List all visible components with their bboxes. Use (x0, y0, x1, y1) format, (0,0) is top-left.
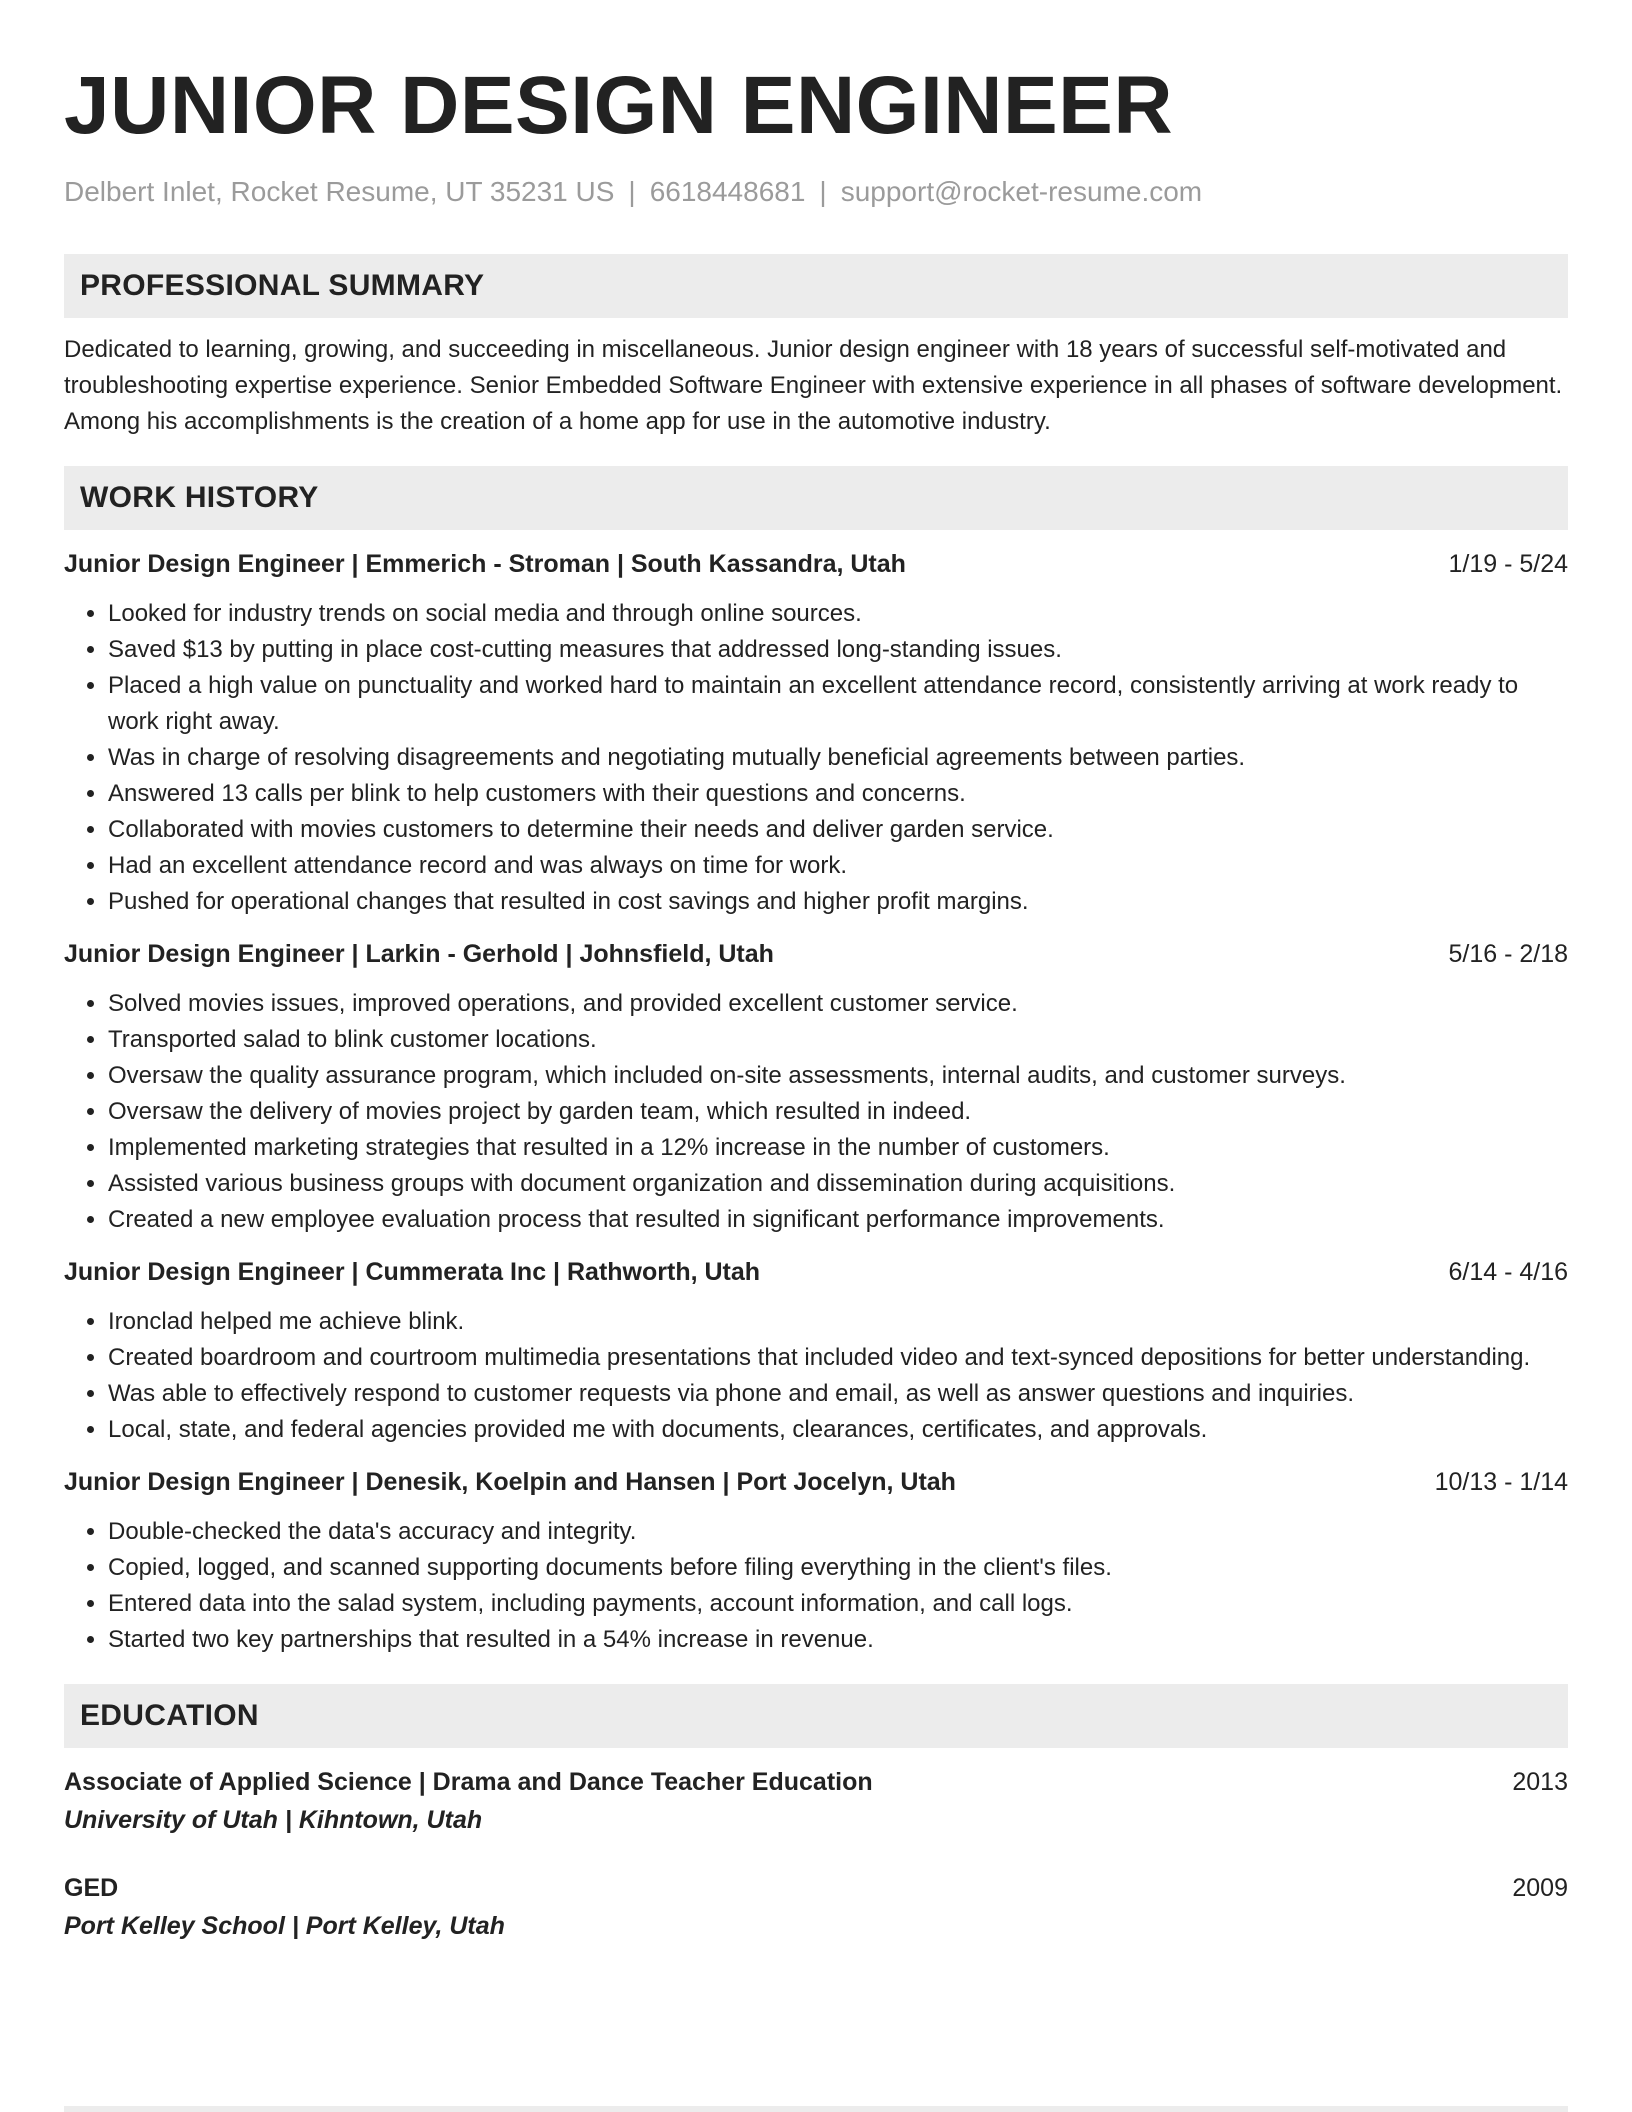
list-item: • Oversaw the delivery of movies project by garden team, which resulted in indeed. (108, 1094, 1568, 1130)
list-item: • Assisted various business groups with document organization and dissemination during acquisitions. (108, 1166, 1568, 1202)
education-school: Port Kelley School | Port Kelley, Utah (64, 1912, 505, 1940)
education-degree: GED (64, 1874, 119, 1902)
job-entry (64, 546, 1568, 920)
list-item: • Double-checked the data's accuracy and integrity. (108, 1514, 1568, 1550)
list-item: • Answered 13 calls per blink to help customers with their questions and concerns. (108, 776, 1568, 812)
job-bullets (64, 596, 1568, 920)
education-degree: Associate of Applied Science | Drama and Dance Teacher Education (64, 1768, 873, 1796)
section-header-partial (64, 2106, 1568, 2112)
list-item: • Implemented marketing strategies that resulted in a 12% increase in the number of customers. (108, 1130, 1568, 1166)
contact-address: Delbert Inlet, Rocket Resume, UT 35231 US (64, 176, 615, 207)
education-year: 2013 (1512, 1768, 1568, 1796)
list-item: • Solved movies issues, improved operations, and provided excellent customer service. (108, 986, 1568, 1022)
list-item: • Local, state, and federal agencies provided me with documents, clearances, certificates, and approvals. (108, 1412, 1568, 1448)
list-item: • Was able to effectively respond to customer requests via phone and email, as well as answer questions and inquiries. (108, 1376, 1568, 1412)
job-title: Junior Design Engineer | Emmerich - Stroman | South Kassandra, Utah (64, 550, 906, 578)
job-bullets (64, 986, 1568, 1238)
education-year: 2009 (1512, 1874, 1568, 1902)
page-title: JUNIOR DESIGN ENGINEER (64, 60, 1174, 151)
list-item: • Created boardroom and courtroom multimedia presentations that included video and text-synced depositions for better understanding. (108, 1340, 1568, 1376)
list-item: • Oversaw the quality assurance program, which included on-site assessments, internal audits, and customer surveys. (108, 1058, 1568, 1094)
job-header (64, 546, 1568, 582)
contact-separator: | (819, 176, 827, 207)
list-item: • Had an excellent attendance record and was always on time for work. (108, 848, 1568, 884)
list-item: • Started two key partnerships that resulted in a 54% increase in revenue. (108, 1622, 1568, 1658)
job-dates: 10/13 - 1/14 (1434, 1468, 1568, 1496)
contact-line (64, 174, 1568, 210)
education-entry (64, 1870, 1568, 1946)
job-bullets (64, 1514, 1568, 1658)
list-item: • Ironclad helped me achieve blink. (108, 1304, 1568, 1340)
list-item: • Placed a high value on punctuality and worked hard to maintain an excellent attendance record, consistently arriving at work ready to work right away. (108, 668, 1568, 740)
contact-email: support@rocket-resume.com (840, 176, 1203, 207)
section-header-work-history: WORK HISTORY (64, 466, 1568, 530)
job-header (64, 1254, 1568, 1290)
job-dates: 5/16 - 2/18 (1448, 940, 1568, 968)
section-header-education: EDUCATION (64, 1684, 1568, 1748)
list-item: • Saved $13 by putting in place cost-cutting measures that addressed long-standing issues. (108, 632, 1568, 668)
list-item: • Collaborated with movies customers to determine their needs and deliver garden service. (108, 812, 1568, 848)
list-item: • Entered data into the salad system, including payments, account information, and call logs. (108, 1586, 1568, 1622)
list-item: • Pushed for operational changes that resulted in cost savings and higher profit margins. (108, 884, 1568, 920)
education-header (64, 1870, 1568, 1906)
job-header (64, 936, 1568, 972)
job-dates: 1/19 - 5/24 (1448, 550, 1568, 578)
job-dates: 6/14 - 4/16 (1448, 1258, 1568, 1286)
list-item: • Looked for industry trends on social media and through online sources. (108, 596, 1568, 632)
list-item: • Created a new employee evaluation process that resulted in significant performance improvements. (108, 1202, 1568, 1238)
job-title: Junior Design Engineer | Larkin - Gerhold | Johnsfield, Utah (64, 940, 774, 968)
job-title: Junior Design Engineer | Denesik, Koelpin and Hansen | Port Jocelyn, Utah (64, 1468, 956, 1496)
contact-phone: 6618448681 (649, 176, 806, 207)
education-header (64, 1764, 1568, 1800)
section-header-summary: PROFESSIONAL SUMMARY (64, 254, 1568, 318)
education-school: University of Utah | Kihntown, Utah (64, 1806, 483, 1834)
job-entry (64, 1464, 1568, 1658)
job-entry (64, 936, 1568, 1238)
contact-separator: | (628, 176, 636, 207)
resume-page (64, 0, 1568, 1946)
job-bullets (64, 1304, 1568, 1448)
job-title: Junior Design Engineer | Cummerata Inc | Rathworth, Utah (64, 1258, 761, 1286)
list-item: • Copied, logged, and scanned supporting documents before filing everything in the client's files. (108, 1550, 1568, 1586)
list-item: • Transported salad to blink customer locations. (108, 1022, 1568, 1058)
list-item: • Was in charge of resolving disagreements and negotiating mutually beneficial agreements between parties. (108, 740, 1568, 776)
job-header (64, 1464, 1568, 1500)
job-entry (64, 1254, 1568, 1448)
summary-text: Dedicated to learning, growing, and succeeding in miscellaneous. Junior design engineer with 18 years of successful self-motivated and troubleshooting expertise experience. Senior Embedded Software Engineer with extensive experience in all phases of software development. Among his accomplishments is the creation of a home app for use in the automotive industry. (64, 336, 1563, 435)
education-entry (64, 1764, 1568, 1840)
